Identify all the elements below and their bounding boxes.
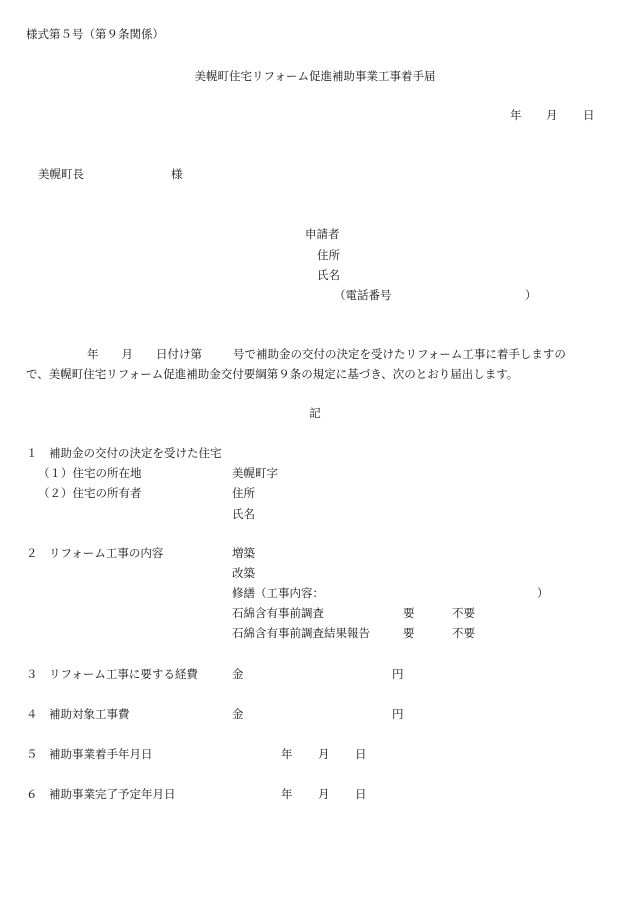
section-1-sub2-label: （２）住宅の所有者 (38, 486, 142, 500)
date-year-label: 年 (510, 108, 522, 122)
section-3-number: ３ (26, 667, 38, 681)
section-2-survey-required: 要 (403, 606, 415, 620)
section-1-title: 補助金の交付の決定を受けた住宅 (49, 446, 222, 460)
form-title: 美幌町住宅リフォーム促進補助事業工事着手届 (194, 69, 436, 83)
form-number-label: 様式第５号（第９条関係） (26, 27, 164, 41)
section-2-survey-not-required: 不要 (452, 606, 475, 620)
section-4-amount-unit: 円 (392, 707, 404, 721)
section-2-title: リフォーム工事の内容 (49, 546, 164, 560)
body-month: 月 (121, 347, 133, 361)
section-2-repair-close: ） (537, 586, 549, 600)
section-6-number: ６ (26, 787, 38, 801)
ki-label: 記 (309, 406, 321, 420)
section-6-day: 日 (355, 787, 367, 801)
section-2-option-repair: 修繕（工事内容： (232, 586, 324, 600)
body-paragraph (26, 344, 610, 384)
section-2-report-not-required: 不要 (452, 626, 475, 640)
section-1-sub1-value: 美幌町字 (232, 466, 278, 480)
section-5-month: 月 (318, 747, 330, 761)
section-2-report-required: 要 (403, 626, 415, 640)
section-1-owner-address: 住所 (232, 486, 255, 500)
section-1-owner-name: 氏名 (232, 507, 255, 521)
section-5-number: ５ (26, 747, 38, 761)
section-2-asbestos-survey: 石綿含有事前調査 (232, 606, 324, 620)
section-3-amount-unit: 円 (392, 667, 404, 681)
section-1-sub1-label: （１）住宅の所在地 (38, 466, 142, 480)
addressee-honorific: 様 (171, 167, 183, 181)
applicant-name-label: 氏名 (317, 268, 340, 282)
applicant-address-label: 住所 (317, 248, 340, 262)
section-5-day: 日 (355, 747, 367, 761)
applicant-phone-open: （電話番号 (334, 288, 392, 302)
section-3-title: リフォーム工事に要する経費 (49, 667, 198, 681)
applicant-heading: 申請者 (305, 227, 340, 241)
section-4-number: ４ (26, 707, 38, 721)
section-6-month: 月 (318, 787, 330, 801)
applicant-phone-close: ） (525, 288, 537, 302)
section-6-year: 年 (281, 787, 293, 801)
section-4-amount-prefix: 金 (232, 707, 244, 721)
body-day-no: 日付け第 (156, 347, 202, 361)
section-2-option-rebuild: 改築 (232, 566, 255, 580)
body-line1-rest: 号で補助金の交付の決定を受けたリフォーム工事に着手しますの (233, 347, 566, 361)
section-3-amount-prefix: 金 (232, 667, 244, 681)
section-5-title: 補助事業着手年月日 (49, 747, 153, 761)
addressee-name: 美幌町長 (38, 167, 84, 181)
date-month-label: 月 (546, 108, 558, 122)
section-5-year: 年 (281, 747, 293, 761)
section-2-option-extension: 増築 (232, 546, 255, 560)
body-line2: で、美幌町住宅リフォーム促進補助金交付要綱第９条の規定に基づき、次のとおり届出します。 (26, 367, 519, 381)
date-day-label: 日 (583, 108, 595, 122)
body-year: 年 (87, 347, 99, 361)
section-1-number: １ (26, 446, 38, 460)
section-4-title: 補助対象工事費 (49, 707, 130, 721)
section-2-asbestos-report: 石綿含有事前調査結果報告 (232, 626, 370, 640)
section-6-title: 補助事業完了予定年月日 (49, 787, 176, 801)
section-2-number: ２ (26, 546, 38, 560)
